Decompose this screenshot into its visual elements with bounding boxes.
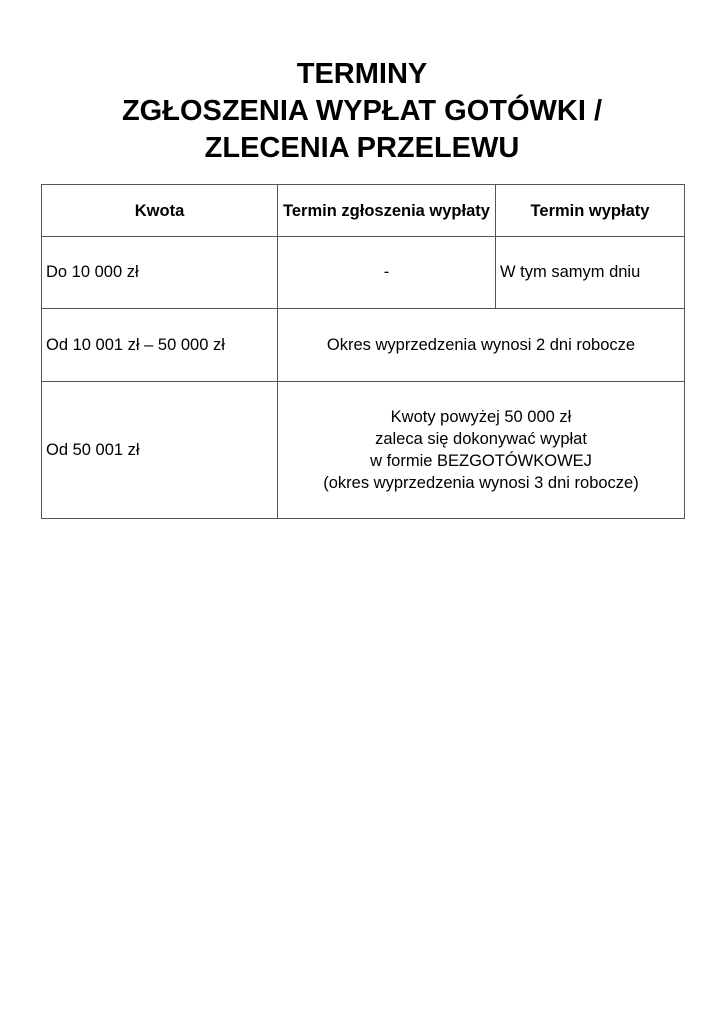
row-1-payout: W tym samym dniu (496, 237, 685, 309)
row-3-line-1: Kwoty powyżej 50 000 zł (390, 408, 572, 426)
title-line-1: TERMINY (296, 58, 428, 90)
table-row (42, 382, 685, 519)
withdrawal-terms-table (41, 184, 685, 519)
page-title (0, 56, 724, 167)
table-header-row (42, 185, 685, 237)
row-3-line-4: (okres wyprzedzenia wynosi 3 dni robocze) (323, 474, 639, 492)
row-2-amount: Od 10 001 zł – 50 000 zł (42, 309, 278, 382)
table-row (42, 237, 685, 309)
table-row (42, 309, 685, 382)
row-3-line-2: zaleca się dokonywać wypłat (375, 430, 587, 448)
header-payout-term: Termin wypłaty (496, 185, 685, 237)
row-1-amount: Do 10 000 zł (42, 237, 278, 309)
title-line-2: ZGŁOSZENIA WYPŁAT GOTÓWKI / (121, 95, 603, 127)
row-3-combined (278, 382, 685, 519)
row-2-combined: Okres wyprzedzenia wynosi 2 dni robocze (278, 309, 685, 382)
row-3-amount: Od 50 001 zł (42, 382, 278, 519)
title-line-3: ZLECENIA PRZELEWU (204, 132, 520, 164)
header-notice-term: Termin zgłoszenia wypłaty (278, 185, 496, 237)
row-3-line-3: w formie BEZGOTÓWKOWEJ (370, 452, 592, 470)
header-amount: Kwota (42, 185, 278, 237)
row-1-notice: - (278, 237, 496, 309)
